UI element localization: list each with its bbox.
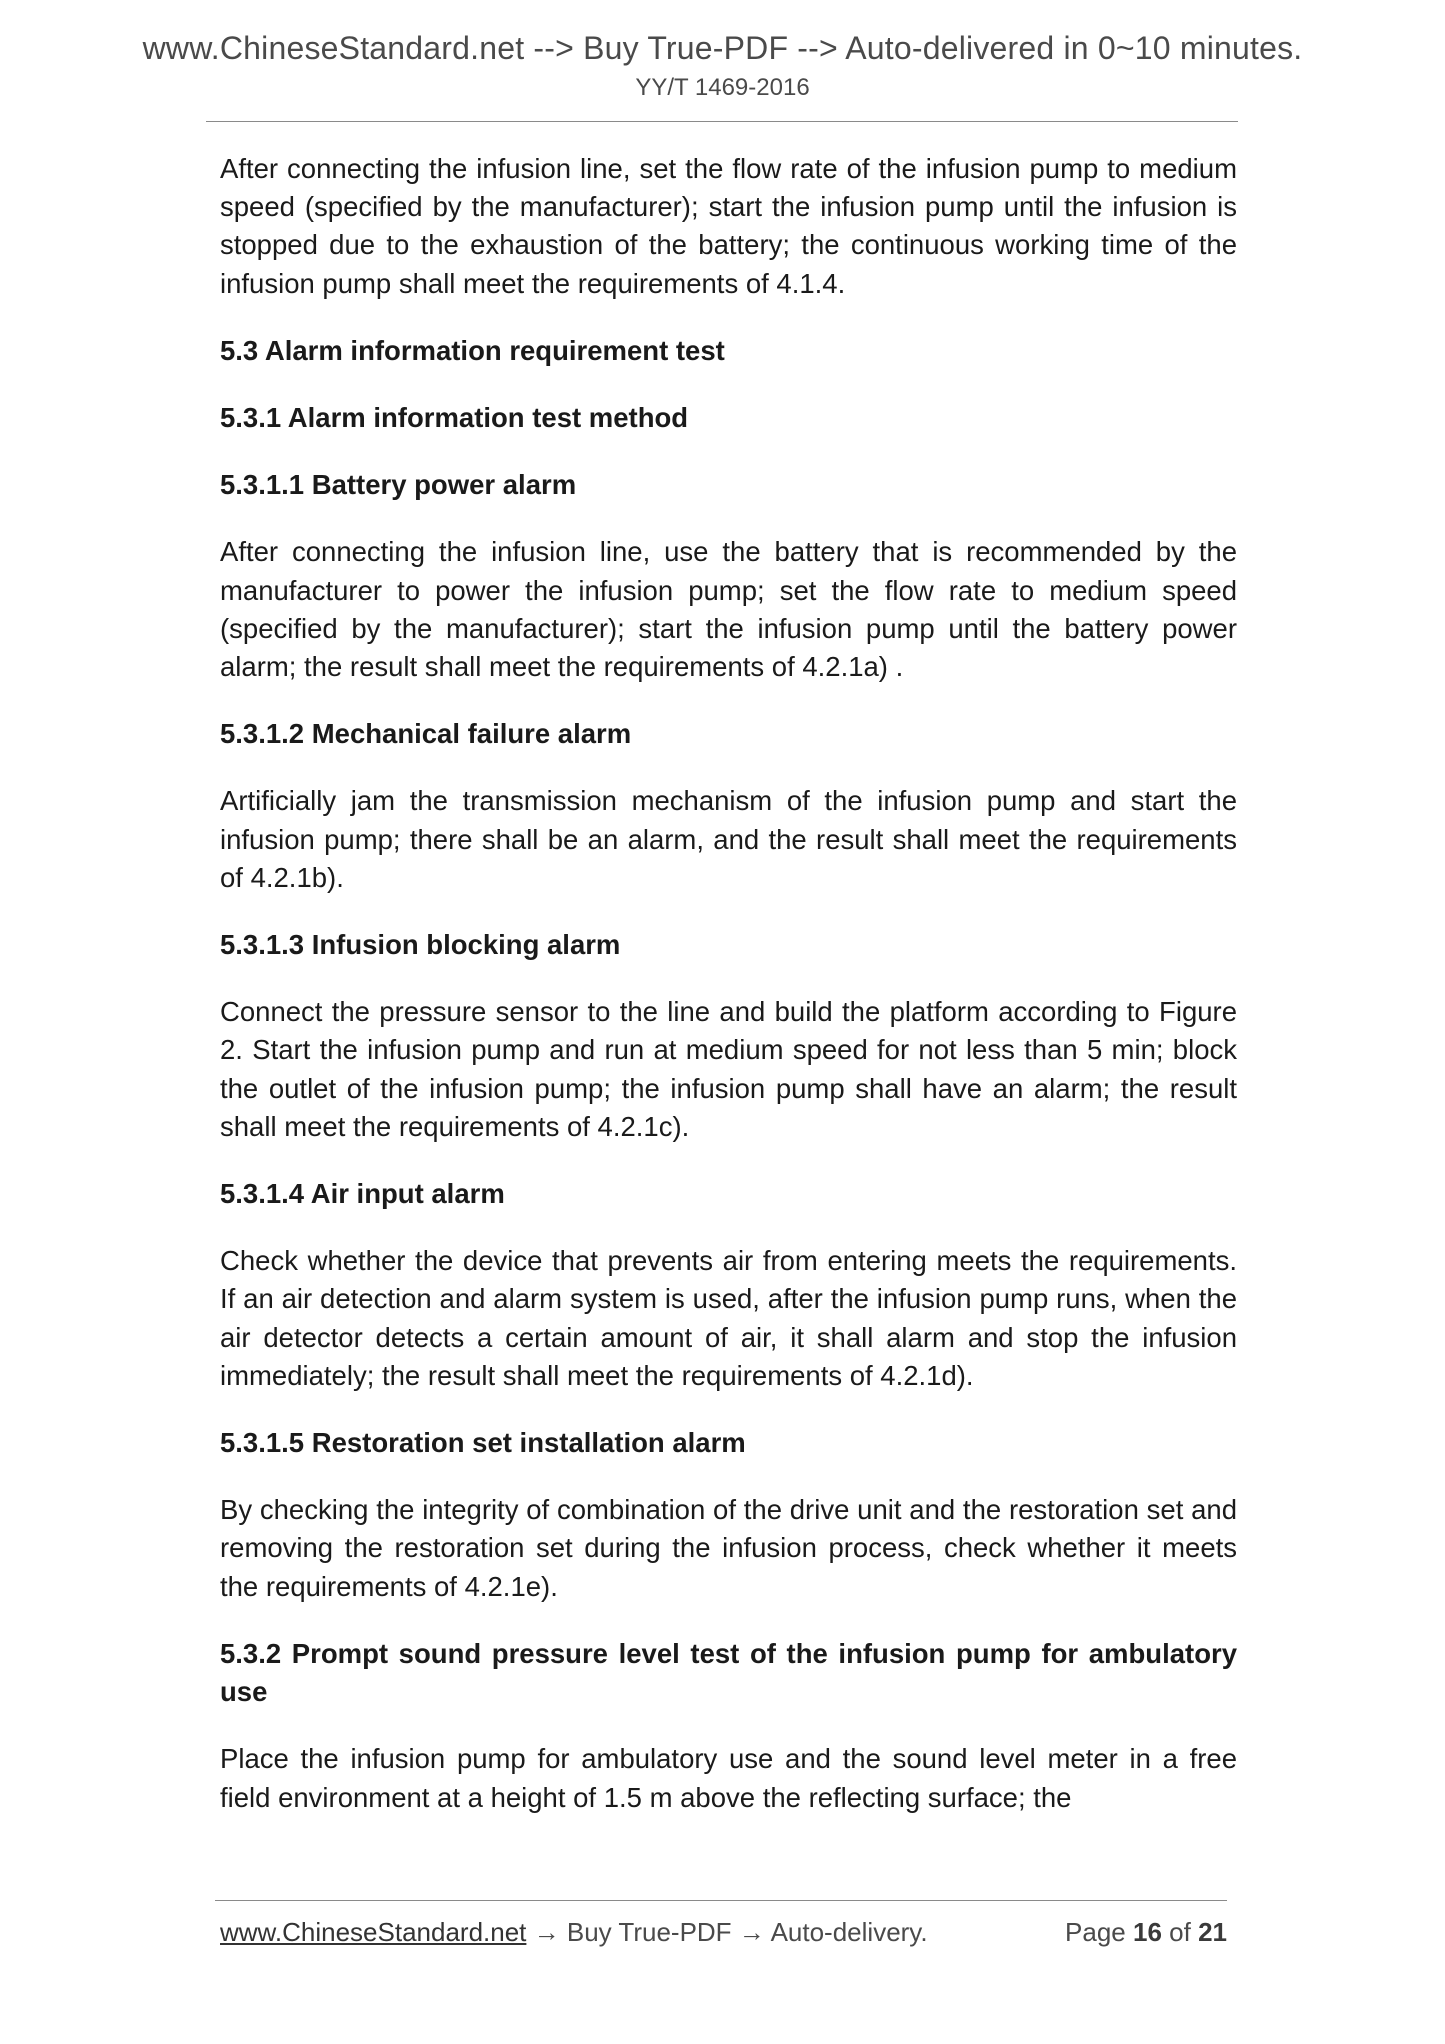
paragraph-mechanical-failure-alarm: Artificially jam the transmission mechanism of the infusion pump and start the infusion pump; there shall be an alarm, and the result shall meet the requirements of 4.2.1b). bbox=[220, 785, 1237, 893]
heading-5-3-1: 5.3.1 Alarm information test method bbox=[220, 402, 689, 434]
footer-divider bbox=[215, 1900, 1227, 1901]
heading-5-3-1-2: 5.3.1.2 Mechanical failure alarm bbox=[220, 718, 632, 750]
page-content bbox=[220, 150, 1237, 1817]
document-number: YY/T 1469-2016 bbox=[635, 74, 810, 101]
paragraph-restoration-set-alarm: By checking the integrity of combination of the drive unit and the restoration set and removing the restoration set during the infusion process, check whether it meets the requirements of 4.2.1e). bbox=[220, 1494, 1237, 1602]
site-banner: www.ChineseStandard.net --> Buy True-PDF --> Auto-delivered in 0~10 minutes. bbox=[142, 30, 1303, 66]
paragraph-battery-power-alarm: After connecting the infusion line, use the battery that is recommended by the manufacturer to power the infusion pump; set the flow rate to medium speed (specified by the manufacturer); start the infusion pump until the battery power alarm; the result shall meet the requirements of 4.2.1a) . bbox=[220, 536, 1237, 683]
paragraph-sound-pressure-test: Place the infusion pump for ambulatory use and the sound level meter in a free field environment at a height of 1.5 m above the reflecting surface; the bbox=[220, 1743, 1237, 1813]
heading-5-3-2: 5.3.2 Prompt sound pressure level test of the infusion pump for ambulatory use bbox=[220, 1637, 1237, 1708]
heading-5-3-1-4: 5.3.1.4 Air input alarm bbox=[220, 1178, 505, 1210]
footer-left bbox=[220, 1917, 928, 1948]
footer-tagline: → Buy True-PDF → Auto-delivery. bbox=[526, 1917, 928, 1947]
page-label: Page bbox=[1065, 1917, 1126, 1947]
page-current: 16 bbox=[1133, 1917, 1162, 1947]
heading-5-3-1-5: 5.3.1.5 Restoration set installation alarm bbox=[220, 1427, 746, 1459]
header-divider bbox=[206, 121, 1238, 122]
heading-5-3: 5.3 Alarm information requirement test bbox=[220, 334, 725, 366]
page-indicator bbox=[1065, 1917, 1227, 1948]
paragraph-infusion-blocking-alarm: Connect the pressure sensor to the line and build the platform according to Figure 2. Start the infusion pump and run at medium speed for not less than 5 min; block the outlet of the infusion pump; the infusion pump shall have an alarm; the result shall meet the requirements of 4.2.1c). bbox=[220, 996, 1237, 1142]
page-total: 21 bbox=[1198, 1917, 1227, 1947]
heading-5-3-1-3: 5.3.1.3 Infusion blocking alarm bbox=[220, 929, 621, 961]
paragraph-air-input-alarm: Check whether the device that prevents air from entering meets the requirements. If an air detection and alarm system is used, after the infusion pump runs, when the air detector detects a certain amount of air, it shall alarm and stop the infusion immediately; the result shall meet the requirements of 4.2.1d). bbox=[220, 1245, 1237, 1391]
heading-5-3-1-1: 5.3.1.1 Battery power alarm bbox=[220, 469, 577, 501]
page-of-label: of bbox=[1169, 1917, 1191, 1947]
paragraph-battery-working-time: After connecting the infusion line, set the flow rate of the infusion pump to medium speed (specified by the manufacturer); start the infusion pump until the infusion is stopped due to the exhaustion of the battery; the continuous working time of the infusion pump shall meet the requirements of 4.1.4. bbox=[220, 153, 1237, 299]
footer-site-link[interactable]: www.ChineseStandard.net bbox=[220, 1917, 527, 1947]
